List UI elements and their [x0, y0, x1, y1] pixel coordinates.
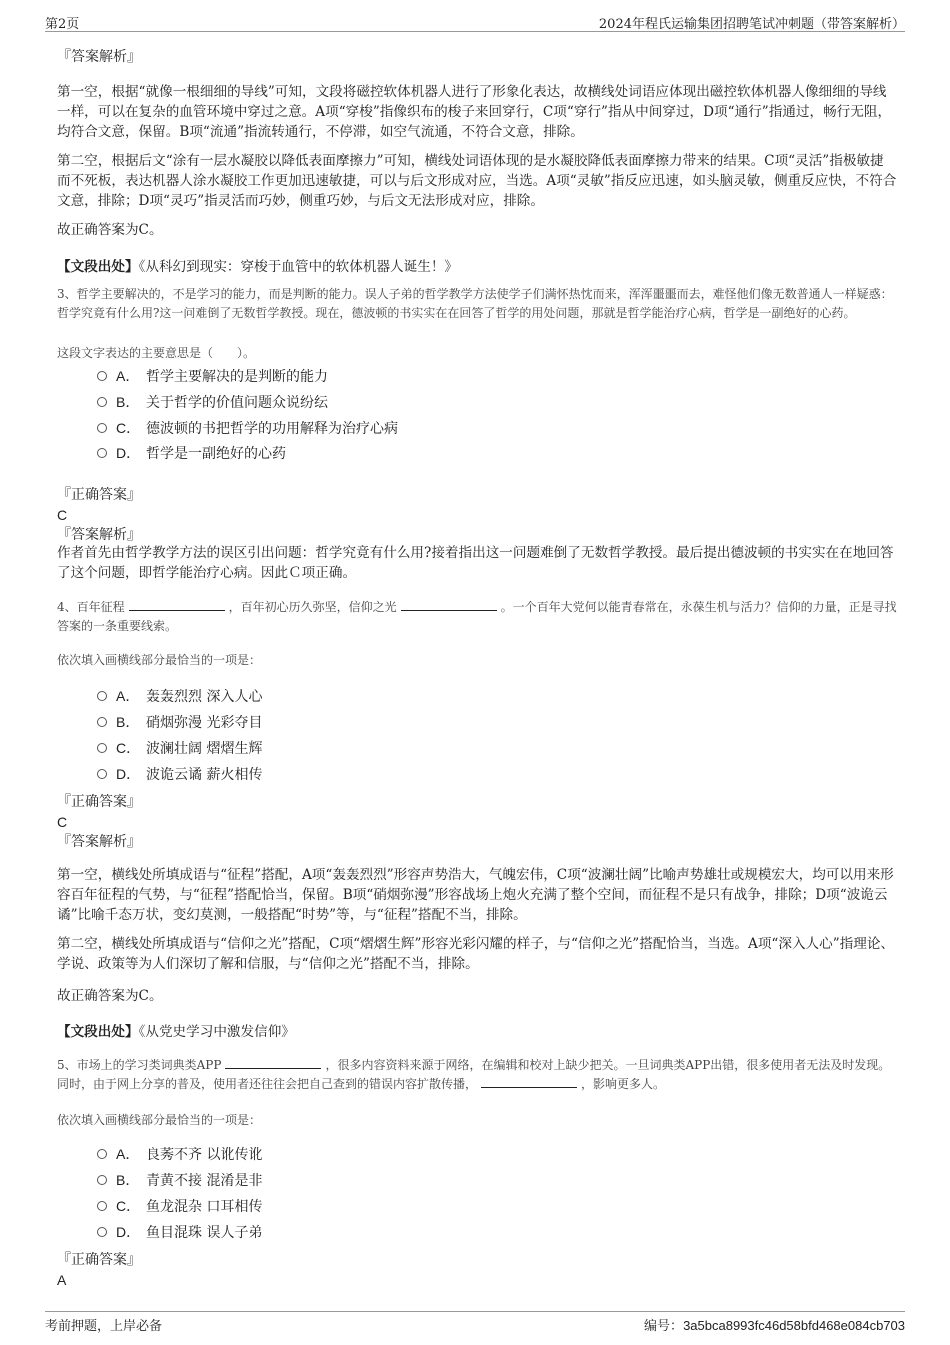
option-d[interactable]: D． 波诡云谲 薪火相传 — [97, 764, 262, 784]
option-b[interactable]: B． 硝烟弥漫 光彩夺目 — [97, 712, 262, 732]
source-tag: 【文段出处】 — [57, 259, 139, 275]
analysis-label: 『答案解析』 — [57, 49, 141, 65]
question-stem: 3、哲学主要解决的，不是学习的能力，而是判断的能力。误人子弟的哲学教学方法使学子们满怀热忱而来，浑浑噩噩而去，难怪他们像无数普通人一样疑惑：哲学究竟有什么用?这一问难倒了无数哲学教授。现在，德波顿的书实实在在回答了哲学的用处问题，那就是哲学能治疗心病，哲学是一副绝好的心药。 — [57, 287, 893, 320]
question-prompt: 这段文字表达的主要意思是（ ）。 — [57, 346, 256, 360]
option-d[interactable]: D． 哲学是一副绝好的心药 — [97, 443, 286, 463]
option-text: 哲学主要解决的是判断的能力 — [146, 369, 328, 385]
radio-icon[interactable] — [97, 691, 107, 701]
option-text: 波澜壮阔 熠熠生辉 — [146, 741, 263, 757]
option-text: 硝烟弥漫 光彩夺目 — [146, 715, 263, 731]
analysis-paragraph: 第一空，横线处所填成语与“征程”搭配，A项“轰轰烈烈”形容声势浩大，气魄宏伟，C项“波澜壮阔”比喻声势雄壮或规模宏大，均可以用来形容百年征程的气势，与“征程”搭配恰当，保留。B项“硝烟弥漫”形容战场上炮火充满了整个空间，而征程不是只有战争，排除；D项“波诡云谲”比喻千态万状，变幻莫测，一般搭配“时势”等，与“征程”搭配不当，排除。 — [57, 867, 894, 923]
analysis-conclusion: 故正确答案为C。 — [57, 222, 163, 238]
option-text: 鱼龙混杂 口耳相传 — [146, 1199, 263, 1215]
analysis-label: 『答案解析』 — [57, 527, 141, 543]
fill-blank — [481, 1075, 577, 1088]
page-header — [45, 11, 905, 32]
page-footer — [45, 1311, 905, 1334]
analysis-paragraph: 作者首先由哲学教学方法的误区引出问题：哲学究竟有什么用?接着指出这一问题难倒了无数哲学教授。最后提出德波顿的书实实在在地回答了这个问题，即哲学能治疗心病。因此Ｃ项正确。 — [57, 545, 894, 581]
option-a[interactable]: A． 良莠不齐 以讹传讹 — [97, 1144, 262, 1164]
option-a[interactable]: A． 哲学主要解决的是判断的能力 — [97, 366, 328, 386]
option-text: 鱼目混珠 误人子弟 — [146, 1225, 263, 1241]
analysis-paragraph: 第一空，根据“就像一根细细的导线”可知，文段将磁控软体机器人进行了形象化表达，故横线处词语应体现出磁控软体机器人像细细的导线一样，可以在复杂的血管环境中穿过之意。A项“穿梭”指像织布的梭子来回穿行，C项“穿行”指从中间穿过，D项“通行”指通过，畅行无阻，均符合文意，保留。B项“流通”指流转通行，不停滞，如空气流通，不符合文意，排除。 — [57, 84, 892, 140]
question-prompt: 依次填入画横线部分最恰当的一项是： — [57, 1113, 262, 1127]
option-text: 轰轰烈烈 深入人心 — [146, 689, 263, 705]
page-number: 第2页 — [45, 17, 80, 32]
question-prompt: 依次填入画横线部分最恰当的一项是： — [57, 653, 262, 667]
option-b[interactable]: B． 青黄不接 混淆是非 — [97, 1170, 262, 1190]
analysis-paragraph: 第二空，根据后文“涂有一层水凝胶以降低表面摩擦力”可知，横线处词语体现的是水凝胶降低表面摩擦力带来的结果。C项“灵活”指极敏捷而不死板，表达机器人涂水凝胶工作更加迅速敏捷，可以与后文形成对应，当选。A项“灵敏”指反应迅速，如头脑灵敏，侧重反应快，不符合文意，排除；D项“灵巧”指灵活而巧妙，侧重巧妙，与后文无法形成对应，排除。 — [57, 153, 897, 209]
answer-label: 『正确答案』 — [57, 487, 141, 503]
radio-icon[interactable] — [97, 769, 107, 779]
option-c[interactable]: C． 波澜壮阔 熠熠生辉 — [97, 738, 262, 758]
radio-icon[interactable] — [97, 397, 107, 407]
option-d[interactable]: D． 鱼目混珠 误人子弟 — [97, 1222, 262, 1242]
option-text: 哲学是一副绝好的心药 — [146, 446, 286, 462]
radio-icon[interactable] — [97, 1227, 107, 1237]
option-text: 德波顿的书把哲学的功用解释为治疗心病 — [146, 421, 398, 437]
radio-icon[interactable] — [97, 423, 107, 433]
source-line — [57, 255, 458, 275]
answer-value: C — [57, 507, 68, 523]
radio-icon[interactable] — [97, 1175, 107, 1185]
analysis-paragraph: 第二空，横线处所填成语与“信仰之光”搭配，C项“熠熠生辉”形容光彩闪耀的样子，与“信仰之光”搭配恰当，当选。A项“深入人心”指理论、学说、政策等为人们深切了解和信服，与“信仰之光”搭配不当，排除。 — [57, 936, 895, 972]
question-stem: 4、百年征程 ，百年初心历久弥坚，信仰之光 。一个百年大党何以能青春常在，永葆生机与活力？信仰的力量，正是寻找答案的一条重要线索。 — [57, 600, 897, 633]
fill-blank — [129, 598, 225, 611]
radio-icon[interactable] — [97, 448, 107, 458]
analysis-conclusion: 故正确答案为C。 — [57, 988, 163, 1004]
radio-icon[interactable] — [97, 1149, 107, 1159]
source-title: 《从科幻到现实：穿梭于血管中的软体机器人诞生！》 — [138, 259, 459, 275]
option-text: 良莠不齐 以讹传讹 — [146, 1147, 263, 1163]
option-c[interactable]: C． 德波顿的书把哲学的功用解释为治疗心病 — [97, 418, 398, 438]
fill-blank — [225, 1056, 321, 1069]
source-line — [57, 1020, 295, 1040]
fill-blank — [401, 598, 497, 611]
document-title: 2024年程氏运输集团招聘笔试冲刺题（带答案解析） — [598, 17, 905, 32]
answer-label: 『正确答案』 — [57, 794, 141, 810]
option-text: 青黄不接 混淆是非 — [146, 1173, 263, 1189]
option-text: 关于哲学的价值问题众说纷纭 — [146, 395, 328, 411]
answer-value: A — [57, 1272, 67, 1288]
option-b[interactable]: B． 关于哲学的价值问题众说纷纭 — [97, 392, 328, 412]
radio-icon[interactable] — [97, 717, 107, 727]
radio-icon[interactable] — [97, 743, 107, 753]
footer-slogan: 考前押题，上岸必备 — [45, 1319, 163, 1334]
option-a[interactable]: A． 轰轰烈烈 深入人心 — [97, 686, 262, 706]
source-title: 《从党史学习中激发信仰》 — [138, 1024, 295, 1040]
answer-value: C — [57, 814, 68, 830]
answer-label: 『正确答案』 — [57, 1252, 141, 1268]
document-code: 编号：3a5bca8993fc46d58bfd468e084cb703 — [644, 1318, 905, 1334]
option-c[interactable]: C． 鱼龙混杂 口耳相传 — [97, 1196, 262, 1216]
question-stem: 5、市场上的学习类词典类APP ，很多内容资料来源于网络，在编辑和校对上缺少把关。一旦词典类APP出错，很多使用者无法及时发现。同时，由于网上分享的普及，使用者还往往会把自己查到的错误内容扩散传播， ，影响更多人。 — [57, 1058, 891, 1091]
option-text: 波诡云谲 薪火相传 — [146, 767, 263, 783]
source-tag: 【文段出处】 — [57, 1024, 139, 1040]
radio-icon[interactable] — [97, 1201, 107, 1211]
analysis-label: 『答案解析』 — [57, 834, 141, 850]
radio-icon[interactable] — [97, 371, 107, 381]
